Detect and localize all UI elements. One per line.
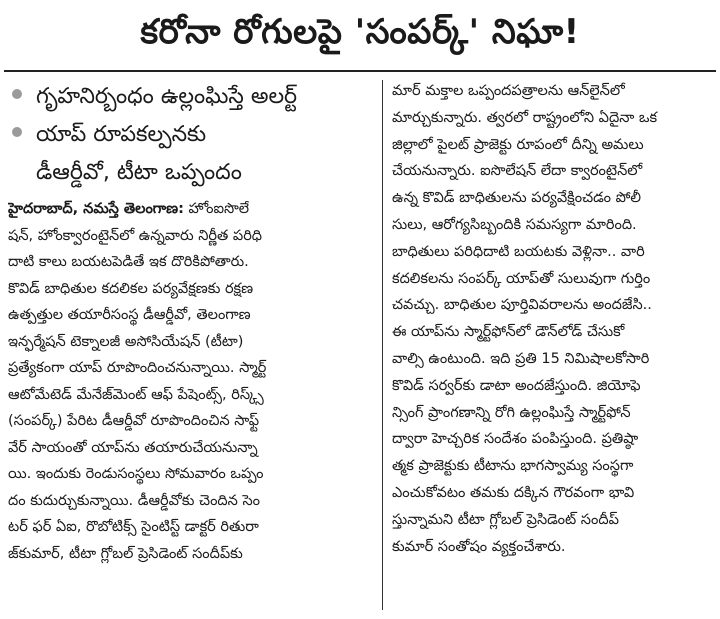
body-line: (సంపర్క్) పేరిట డీఆర్డీవో రూపొందించిన సాఫ్ట్ [8,413,260,429]
right-column [392,78,710,560]
headline: కరోనా రోగులపై 'సంపర్క్' నిఘా! [140,12,580,52]
body-line: దం కుదుర్చుకున్నాయి. డీఆర్డీవోకు చెందిన సెం [8,492,260,509]
body-line: మార్ మక్తాల ఒప్పందపత్రాలను ఆన్‌లైన్‌లో [392,83,625,99]
body-line: కుమార్ సంతోషం వ్యక్తంచేశారు. [392,538,566,555]
body-line: ఇన్ఫర్మేషన్ టెక్నాలజీ అసోసియేషన్ (టీటా) [8,333,244,350]
bullet-item [8,116,374,154]
body-line: దాటి కాలు బయటపెడితే ఇక దొరికిపోతారు. [8,254,249,270]
body-line: ఉన్న కొవిడ్ బాధితులను పర్యవేక్షించడం పోలీ [392,190,641,207]
body-line: ఈ యాప్‌ను స్మార్ట్‌ఫోన్‌లో డౌన్‌లోడ్ చేసుకో [392,324,625,341]
body-line: వాల్సి ఉంటుంది. ఇది ప్రతి 15 నిమిషాలకోసారి [392,350,650,367]
headline-divider [4,70,716,72]
body-line: వేర్ సాయంతో యాప్‌ను తయారుచేయనున్నా [8,439,258,456]
body-line: చేయనున్నారు. ఐసొలేషన్ లేదా క్వారంటైన్‌లో [392,163,643,180]
body-line: సులు, ఆరోగ్యసిబ్బందికి సమస్యగా మారింది. [392,216,637,233]
body-line: ఉత్పత్తుల తయారీసంస్థ డీఆర్డీవో, తెలంగాణ [8,307,251,323]
body-line: కొవిడ్ సర్వర్‌కు డాటా అందజేస్తుంది. జియోఫె [392,377,641,394]
bullet-text: గృహనిర్బంధం ఉల్లంఘిస్తే అలర్ట్ [36,84,298,109]
body-line-text: హోంఐసొలే [183,201,250,217]
body-line: మార్చుకున్నారు. త్వరలో రాష్ట్రంలోని ఏదైనా ఒక [392,109,658,126]
body-line: టర్ ఫర్ ఏఐ, రొబోటిక్స్ సైంటిస్ట్ డాక్టర్ రితురా [8,519,259,535]
body-line: ద్వారా హెచ్చరిక సందేశం పంపిస్తుంది. ప్రతిష్ఠా [392,431,639,448]
body-line: చవచ్చు. బాధితుల పూర్తివివరాలను అందజేసి.. [392,297,652,314]
bullet-dot-icon [12,127,22,137]
left-column [8,78,374,567]
body-line: యి. ఇందుకు రెండుసంస్థలు సోమవారం ఒప్పం [8,466,264,482]
bullet-item [8,78,374,116]
body-line: కొవిడ్ బాధితుల కదలికల పర్యవేక్షణకు రక్షణ [8,280,254,297]
body-line: న్సింగ్ ప్రాంగణాన్ని రోగి ఉల్లంఘిస్తే స్మార్ట్‌ఫోన్ [392,404,631,421]
body-line: కదలికలను సంపర్క్ యాప్‌తో సులువుగా గుర్తిం [392,270,651,287]
body-line: బాధితులు పరిధిదాటి బయటకు వెళ్లినా.. వారి [392,243,645,260]
bullet-dot-icon [12,89,22,99]
body-line: ఆటోమేటెడ్ మేనేజ్‌మెంట్ ఆఫ్ పేషెంట్స్, రిస్క్స్ [8,386,264,403]
body-line: ప్రత్యేకంగా యాప్ రూపొందించనున్నాయి. స్మార్ట్ [8,360,267,376]
body-line: స్తున్నామని టీటా గ్లోబల్ ప్రెసిడెంట్ సందీప్ [392,511,619,528]
body-line: ఎంచుకోవటం తమకు దక్కిన గౌరవంగా భావి [392,484,635,501]
bullet-continuation [8,154,374,192]
body-line [8,196,374,223]
body-line: షన్, హోంక్వారంటైన్‌లో ఉన్నవారు నిర్ణీత పరిధి [8,227,263,244]
body-line: జిల్లాలో పైలట్ ప్రాజెక్టు రూపంలో దీన్ని అమలు [392,136,644,153]
body-line: జ్‌కుమార్, టీటా గ్లోబల్ ప్రెసిడెంట్ సందీప్‌కు [8,545,243,562]
column-divider [382,80,383,610]
body-line: త్మక ప్రాజెక్టుకు టీటాను భాగస్వామ్య సంస్థగా [392,458,634,475]
bullet-text: డీఆర్డీవో, టీటా ఒప్పందం [36,160,242,185]
bullet-text: యాప్ రూపకల్పనకు [36,122,207,147]
dateline: హైదరాబాద్, నమస్తే తెలంగాణ: [8,201,184,217]
left-body-text [8,196,374,567]
